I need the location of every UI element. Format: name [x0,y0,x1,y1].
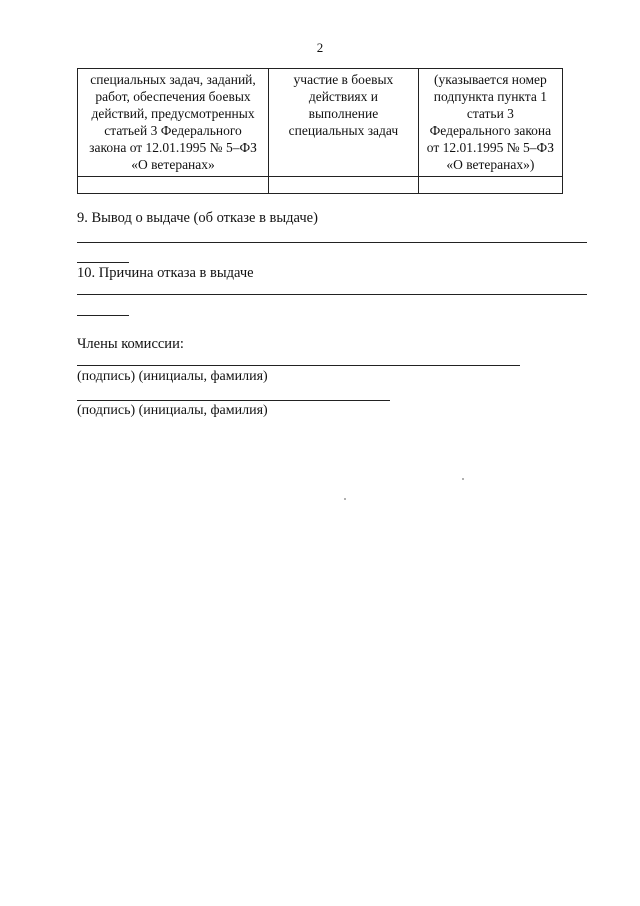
page-number: 2 [316,40,324,55]
signature-line-1 [77,365,520,366]
signature-caption-2: (подпись) (инициалы, фамилия) [77,403,268,418]
signature-caption-1: (подпись) (инициалы, фамилия) [77,369,268,384]
cell-line: от 12.01.1995 № 5–ФЗ [426,140,554,155]
cell-line: статьи 3 [466,106,514,121]
section-9-title: 9. Вывод о выдаче (об отказе в выдаче) [77,210,318,226]
table-cell-law-reference [418,69,562,177]
cell-line: специальных задач [288,123,399,138]
cell-line: (указывается номер [433,72,547,87]
cell-line: «О ветеранах») [446,157,535,172]
table-row [78,69,563,177]
commission-title: Члены комиссии: [77,336,184,352]
cell-line: работ, обеспечения боевых [95,89,251,104]
section-9-answer-line-short [77,262,129,263]
section-9-answer-line [77,242,587,243]
table-cell-empty [269,177,419,194]
signature-line-2 [77,400,390,401]
scan-speck [462,478,464,480]
section-10-answer-line [77,294,587,295]
table-cell-participation [269,69,419,177]
cell-line: действий, предусмотренных [91,106,255,121]
continuation-table [77,68,563,194]
cell-line: «О ветеранах» [131,157,215,172]
cell-line: закона от 12.01.1995 № 5–ФЗ [89,140,257,155]
section-10-title: 10. Причина отказа в выдаче [77,265,254,281]
table-cell-empty [78,177,269,194]
table-cell-basis [78,69,269,177]
cell-line: участие в боевых [293,72,394,87]
cell-line: действиях и [308,89,378,104]
scan-speck [344,498,346,500]
cell-line: выполнение [308,106,379,121]
cell-line: статьей 3 Федерального [104,123,242,138]
table-cell-empty [418,177,562,194]
cell-line: специальных задач, заданий, [90,72,256,87]
cell-line: подпункта пункта 1 [433,89,547,104]
section-10-answer-line-short [77,315,129,316]
cell-line: Федерального закона [429,123,552,138]
table-row-empty [78,177,563,194]
